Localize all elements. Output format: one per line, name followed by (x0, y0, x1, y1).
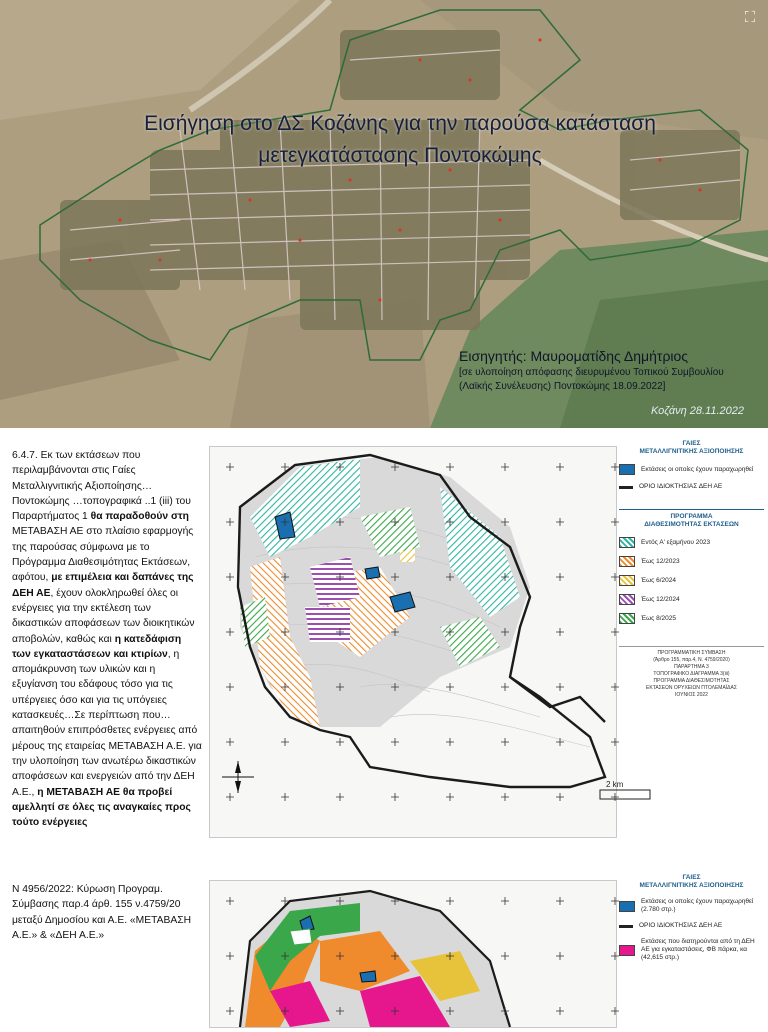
schedule-title-1: ΠΡΟΓΡΑΜΜΑ (670, 513, 713, 520)
title-block-line: ΠΡΟΓΡΑΜΜΑ ΔΙΑΘΕΣΙΜΟΤΗΤΑΣ (653, 678, 730, 684)
decision-line-1: [σε υλοποίηση απόφασης διευρυμένου Τοπικού Συμβουλίου (459, 367, 724, 378)
grid-cross (226, 897, 234, 905)
grid-cross (226, 463, 234, 471)
schedule-label: Έως 12/2024 (641, 595, 680, 603)
law-text: Ν 4956/2022: Κύρωση Προγραμ. Σύμβασης παρ.4 άρθ. 155 ν.4759/20 μεταξύ Δημοσίου και Α.Ε. «ΜΕΤΑΒΑΣΗ Α.Ε.» & «ΔΕΗ Α.Ε.» (12, 884, 192, 942)
land-use-map (209, 880, 617, 1028)
grid-cross (611, 463, 619, 471)
legend-boundary (619, 922, 764, 930)
schedule-swatch (619, 594, 635, 605)
grid-cross (611, 1007, 619, 1015)
grid-cross (556, 1007, 564, 1015)
grid-cross (336, 793, 344, 801)
grid-cross (556, 897, 564, 905)
schedule-item (619, 594, 764, 605)
contract-slide (0, 436, 768, 836)
legend-title-2: ΜΕΤΑΛΛΙΓΝΙΤΙΚΗΣ ΑΞΙΟΠΟΙΗΣΗΣ (639, 448, 744, 455)
grid-cross (556, 628, 564, 636)
grid-cross (611, 683, 619, 691)
grid-cross (556, 738, 564, 746)
legend-ceded-label: Εκτάσεις οι οποίες έχουν παραχωρηθεί (2.780 στρ.) (641, 898, 754, 913)
grid-cross (446, 793, 454, 801)
grid-cross (226, 793, 234, 801)
excerpt-run: 6.4.7. Εκ των εκτάσεων που περιλαμβάνονται στις Γαίες Μεταλλιγνιτικής Αξιοποίησης… Ποντοκώμης …τοπογραφικά ..1 (iii) του Παραρτήματος 1 (12, 450, 191, 523)
grid-cross (556, 683, 564, 691)
decision-line-2: (Λαϊκής Συνέλευσης) Ποντοκώμης 18.09.2022] (459, 381, 666, 392)
grid-cross (446, 463, 454, 471)
legend-title-1: ΓΑΙΕΣ (682, 440, 701, 447)
grid-cross (446, 738, 454, 746)
title-block-line: ΕΚΤΑΣΕΩΝ ΟΡΥΧΕΙΩΝ ΠΤΟΛΕΜΑΪΔΑΣ (646, 685, 737, 691)
schedule-item (619, 613, 764, 624)
schedule-swatch (619, 556, 635, 567)
date-stamp: Κοζάνη 28.11.2022 (650, 405, 744, 417)
speaker-label: Εισηγητής: (459, 348, 527, 364)
legend-line-black (619, 925, 633, 928)
map-legend (619, 440, 764, 699)
law-slide (0, 870, 768, 1024)
title-line-1: Εισήγηση στο ΔΣ Κοζάνης για την παρούσα κατάσταση (144, 112, 656, 135)
legend-boundary (619, 483, 764, 491)
land-use-legend (619, 874, 764, 962)
grid-cross (556, 952, 564, 960)
grid-cross (501, 683, 509, 691)
grid-cross (611, 897, 619, 905)
grid-cross (556, 463, 564, 471)
grid-cross (611, 573, 619, 581)
schedule-swatch (619, 575, 635, 586)
schedule-item (619, 537, 764, 548)
grid-cross (281, 738, 289, 746)
excerpt-run: ΜΕΤΑΒΑΣΗ ΑΕ στο πλαίσιο εφαρμογής της παρούσας σύμφωνα με το Πρόγραμμα Διαθεσιμότητας Εκτάσεων, αφότου, (12, 526, 194, 584)
grid-cross (226, 573, 234, 581)
title-block-line: (Άρθρο 155, παρ.4, Ν. 4759/2020) (653, 657, 730, 663)
legend-swatch-blue (619, 901, 635, 912)
schedule-title-2: ΔΙΑΘΕΣΙΜΟΤΗΤΑΣ ΕΚΤΑΣΕΩΝ (644, 521, 739, 528)
legend-ceded-label: Εκτάσεις οι οποίες έχουν παραχωρηθεί (641, 465, 754, 473)
legend-ceded-area (619, 464, 764, 475)
grid-cross (391, 738, 399, 746)
slide-title (40, 108, 760, 172)
grid-cross (501, 952, 509, 960)
grid-cross (226, 628, 234, 636)
schedule-swatch (619, 537, 635, 548)
schedule-label: Έως 6/2024 (641, 576, 676, 584)
decision-note (459, 366, 724, 394)
grid-cross (556, 518, 564, 526)
grid-cross (556, 573, 564, 581)
grid-cross (501, 793, 509, 801)
legend-ceded-area (619, 898, 764, 914)
legend-schedule (619, 509, 764, 624)
legend-retained-label: Εκτάσεις που διατηρούνται από τη ΔΕΗ ΑΕ για εγκαταστάσεις, ΦΒ πάρκα, κα (42,615 στρ.) (641, 938, 755, 961)
scale-label: 2 km (606, 780, 624, 789)
excerpt-run: , έχουν ολοκληρωθεί όλες οι ενέργειες για την εκτέλεση των δικαστικών αποφάσεων των διοικητικών αποβολών, καθώς και (12, 587, 195, 645)
legend-boundary-label: ΟΡΙΟ ΙΔΙΟΚΤΗΣΙΑΣ ΔΕΗ ΑΕ (639, 922, 723, 929)
grid-cross (281, 793, 289, 801)
expand-icon[interactable]: ⛶ (744, 9, 756, 26)
legend-boundary-label: ΟΡΙΟ ΙΔΙΟΚΤΗΣΙΑΣ ΔΕΗ ΑΕ (639, 483, 723, 490)
grid-cross (226, 1007, 234, 1015)
excerpt-run: με επιμέλεια και δαπάνες της ΔΕΗ ΑΕ (12, 572, 194, 599)
excerpt-run: θα παραδοθούν στη (90, 511, 189, 523)
grid-cross (226, 952, 234, 960)
grid-cross (611, 793, 619, 801)
grid-cross (391, 793, 399, 801)
excerpt-run: η κατεδάφιση των εγκαταστάσεων και κτιρίων (12, 633, 182, 660)
excerpt-run: η ΜΕΤΑΒΑΣΗ ΑΕ θα προβεί αμελλητί σε όλες τις αναγκαίες προς τούτο ενέργειες (12, 786, 191, 829)
contract-excerpt (12, 448, 202, 830)
availability-map (209, 446, 624, 838)
map-drawing (210, 447, 624, 837)
legend-title-1: ΓΑΙΕΣ (682, 874, 701, 881)
legend-title-block (619, 646, 764, 699)
title-line-2: μετεγκατάστασης Ποντοκώμης (258, 144, 542, 167)
grid-cross (556, 793, 564, 801)
title-block-line: ΠΑΡΑΡΤΗΜΑ 3 (674, 664, 709, 670)
map-drawing (210, 881, 616, 1027)
grid-cross (226, 683, 234, 691)
grid-cross (226, 738, 234, 746)
legend-swatch-pink (619, 945, 635, 956)
scale-bar (600, 790, 650, 799)
grid-cross (611, 738, 619, 746)
grid-cross (611, 628, 619, 636)
schedule-item (619, 575, 764, 586)
grid-cross (501, 463, 509, 471)
grid-cross (501, 897, 509, 905)
title-slide (0, 0, 768, 428)
legend-retained-area (619, 938, 764, 962)
schedule-label: Έως 8/2025 (641, 614, 676, 622)
schedule-label: Έως 12/2023 (641, 557, 680, 565)
grid-cross (611, 518, 619, 526)
schedule-item (619, 556, 764, 567)
legend-line-black (619, 486, 633, 489)
excerpt-run: , η απομάκρυνση των υλικών και η εξυγίανση του εδάφους τόσο για τις υπέργειες όσο και για τις υπόγειες κατασκευές…Σε περίπτωση που…απαιτηθούν επιπρόσθετες ενέργειες από μέρους της εταιρείας ΜΕΤΑΒΑΣΗ Α.Ε. για την υλοποίηση των ανωτέρω δικαστικών αποφάσεων και ενεργειών από την ΔΕΗ Α.Ε., (12, 648, 202, 798)
grid-cross (446, 683, 454, 691)
legend-swatch-blue (619, 464, 635, 475)
title-block-line: ΙΟΥΝΙΟΣ 2022 (675, 692, 708, 698)
legend-title-2: ΜΕΤΑΛΛΙΓΝΙΤΙΚΗΣ ΑΞΙΟΠΟΙΗΣΗΣ (639, 882, 744, 889)
title-block-line: ΠΡΟΓΡΑΜΜΑΤΙΚΗ ΣΥΜΒΑΣΗ (657, 650, 726, 656)
schedule-label: Εντός Α' εξαμήνου 2023 (641, 538, 711, 546)
schedule-swatch (619, 613, 635, 624)
grid-cross (501, 738, 509, 746)
grid-cross (611, 952, 619, 960)
grid-cross (336, 738, 344, 746)
north-arrow-icon (222, 761, 254, 793)
grid-cross (226, 518, 234, 526)
speaker-name: Μαυροματίδης Δημήτριος (530, 348, 689, 364)
title-block-line: ΤΟΠΟΓΡΑΦΙΚΟ ΔΙΑΓΡΑΜΜΑ 3(iii) (653, 671, 730, 677)
speaker (459, 348, 688, 364)
grid-cross (446, 897, 454, 905)
